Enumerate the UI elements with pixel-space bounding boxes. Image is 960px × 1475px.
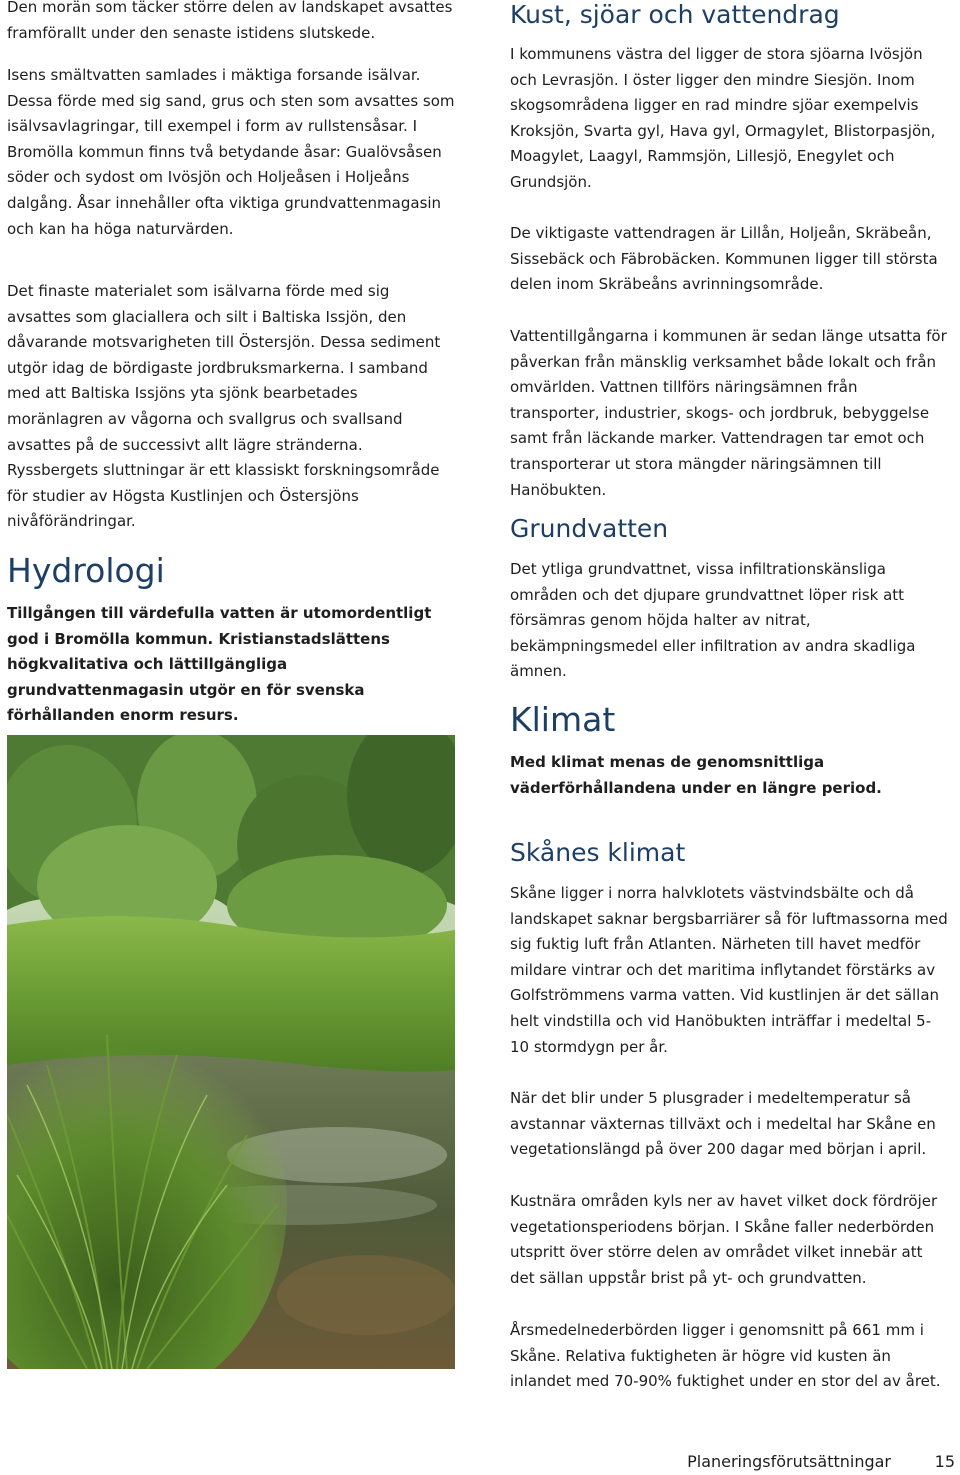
paragraph-isalvar: Isens smältvatten samlades i mäktiga forsande isälvar. Dessa förde med sig sand, grus och sten som avsattes som isälvsavlagringar, till exempel i form av rullstensåsar. I Bromölla kommun finns två betydande åsar: Gualövsåsen söder och sydost om Ivösjön och Holjeåsen i Holjeåns dalgång. Åsar innehåller ofta viktiga grundvattenmagasin och kan ha höga naturvärden.: [7, 66, 455, 238]
heading-hydrologi: Hydrologi: [7, 551, 165, 590]
paragraph-sjoar: I kommunens västra del ligger de stora sjöarna Ivösjön och Levrasjön. I öster ligger den mindre Siesjön. Inom skogsområdena ligger en rad mindre sjöar exempelvis Kroksjön, Svarta gyl, Hava gyl, Ormagylet, Blistorpasjön, Moagylet, Laagyl, Rammsjön, Lillesjö, Enegylet och Grundsjön.: [510, 45, 936, 191]
heading-klimat: Klimat: [510, 700, 616, 739]
wetland-photo-image: [7, 735, 455, 1369]
lead-klimat: Med klimat menas de genomsnittliga väderförhållandena under en längre period.: [510, 753, 882, 797]
page-number: 15: [934, 1452, 955, 1471]
paragraph-moran: Den morän som täcker större delen av landskapet avsattes framförallt under den senaste istidens slutskede.: [7, 0, 453, 42]
heading-kust: Kust, sjöar och vattendrag: [510, 0, 840, 29]
paragraph-vattentillgangar: Vattentillgångarna i kommunen är sedan länge utsatta för påverkan från mänsklig verksamhet både lokalt och från omvärlden. Vattnen tillförs näringsämnen från transporter, industrier, skogs- och jordbruk, bebyggelse samt från läckande marker. Vattendragen tar emot och transporterar ut stora mängder näringsämnen till Hanöbukten.: [510, 327, 947, 499]
paragraph-skane-nederbord: Årsmedelnederbörden ligger i genomsnitt på 661 mm i Skåne. Relativa fuktigheten är högre vid kusten än inlandet med 70-90% fuktighet under en stor del av året.: [510, 1321, 941, 1391]
lead-hydrologi: Tillgången till värdefulla vatten är utomordentligt god i Bromölla kommun. Kristianstadslättens högkvalitativa och lättillgängliga grundvattenmagasin utgör en för svenska förhållanden enorm resurs.: [7, 604, 432, 725]
wetland-photo: [7, 735, 455, 1369]
footer-section-title: Planeringsförutsättningar: [687, 1452, 891, 1471]
heading-skanes-klimat: Skånes klimat: [510, 838, 686, 867]
paragraph-grundvatten: Det ytliga grundvattnet, vissa infiltrationskänsliga områden och det djupare grundvattnet löper risk att försämras genom höjda halter av nitrat, bekämpningsmedel eller infiltration av andra skadliga ämnen.: [510, 560, 916, 681]
paragraph-skane-vegetation: När det blir under 5 plusgrader i medeltemperatur så avstannar växternas tillväxt och i medeltal har Skåne en vegetationslängd på över 200 dagar med början i april.: [510, 1089, 936, 1159]
paragraph-skane-kust: Kustnära områden kyls ner av havet vilket dock fördröjer vegetationsperiodens början. I Skåne faller nederbörden utspritt över större delen av området vilket innebär att det sällan uppstår brist på yt- och grundvatten.: [510, 1192, 938, 1287]
paragraph-skane-vast: Skåne ligger i norra halvklotets västvindsbälte och då landskapet saknar bergsbarriärer så för luftmassorna med sig fuktig luft från Atlanten. Närheten till havet medför mildare vintrar och det maritima inflytandet förstärks av Golfströmmens varma vatten. Vid kustlinjen är det sällan helt vindstilla och vid Hanöbukten inträffar i medeltal 5-10 stormdygn per år.: [510, 884, 948, 1056]
paragraph-vattendrag: De viktigaste vattendragen är Lillån, Holjeån, Skräbeån, Sissebäck och Fäbrobäcken. Kommunen ligger till största delen inom Skräbeåns avrinningsområde.: [510, 224, 938, 294]
paragraph-glaciallera: Det finaste materialet som isälvarna förde med sig avsattes som glaciallera och silt i Baltiska Issjön, den dåvarande motsvarigheten till Östersjön. Dessa sediment utgör idag de bördigaste jordbruksmarkerna. I samband med att Baltiska Issjöns yta sjönk bearbetades moränlagren av vågorna och svallgrus och svallsand avsattes på de successivt allt lägre stränderna. Ryssbergets sluttningar är ett klassiskt forskningsområde för studier av Högsta Kustlinjen och Östersjöns nivåförändringar.: [7, 282, 441, 531]
heading-grundvatten: Grundvatten: [510, 514, 669, 543]
